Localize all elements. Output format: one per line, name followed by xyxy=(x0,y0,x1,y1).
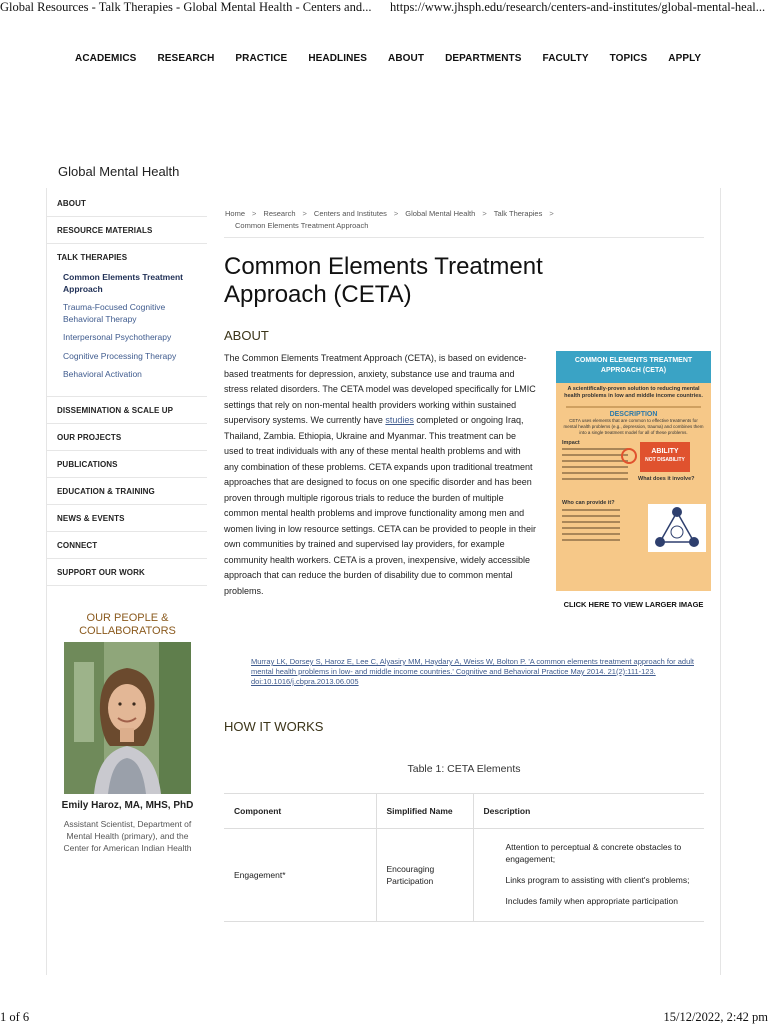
sidebar-item-about[interactable]: ABOUT xyxy=(47,190,207,217)
studies-link[interactable]: studies xyxy=(385,415,414,425)
sidebar-item-support[interactable]: SUPPORT OUR WORK xyxy=(47,559,207,586)
people-card xyxy=(55,612,200,854)
ceta-infographic[interactable] xyxy=(556,351,711,591)
nav-departments[interactable]: DEPARTMENTS xyxy=(445,53,522,64)
about-text-part2: completed or ongoing Iraq, Thailand, Zambia. Ethiopia, Ukraine and Myanmar. This treatment can be used to treat individuals with any of these mental health problems and with any combination of these problems. CETA expands upon traditional treatment approaches that are designed to focus on one specific disorder and has been proven through multiple rigorous trials to reduce the burden of multiple common mental health problems and improve functionality among men and women living in low resource settings. CETA can be provided to people in their own communities by trained and supervised lay providers, for example community health workers. CETA is a proven, inexpensive, widely accessible approach that can reduce the burden of disability due to common mental problems. xyxy=(224,415,536,596)
sidebar xyxy=(47,190,207,586)
nav-topics[interactable]: TOPICS xyxy=(609,53,648,64)
breadcrumb-home[interactable]: Home xyxy=(225,209,246,218)
print-header xyxy=(0,0,768,16)
people-heading: OUR PEOPLE & COLLABORATORS xyxy=(79,612,176,637)
breadcrumb-current: Common Elements Treatment Approach xyxy=(235,221,369,230)
table-row xyxy=(224,829,704,922)
about-text-part1: The Common Elements Treatment Approach (CETA), is based on evidence-based treatments for depression, anxiety, substance use and trauma and stress related disorders. The CETA model was developed specifically for LMIC settings that rely on non-mental health providers working within sustained supervisory systems. We currently have xyxy=(224,353,536,425)
infographic-header: COMMON ELEMENTS TREATMENT APPROACH (CETA) xyxy=(556,351,711,383)
nav-academics[interactable]: ACADEMICS xyxy=(75,53,137,64)
nav-apply[interactable]: APPLY xyxy=(668,53,702,64)
description-line: Includes family when appropriate participation xyxy=(505,896,678,906)
sidebar-submenu xyxy=(47,270,207,397)
person-title: Assistant Scientist, Department of Mental Health (primary), and the Center for American Indian Health xyxy=(63,819,192,853)
breadcrumb-separator: > xyxy=(302,209,307,218)
infographic-description-heading: DESCRIPTION xyxy=(609,411,658,418)
sidebar-item-talk-therapies[interactable]: TALK THERAPIES xyxy=(57,253,128,262)
sidebar-subitem-cpt[interactable]: Cognitive Processing Therapy xyxy=(63,350,177,361)
infographic-impact-bullets xyxy=(562,448,628,484)
infographic-what-label: What does it involve? xyxy=(638,476,695,482)
not-disability-label: NOT DISABILITY xyxy=(645,457,685,463)
print-datetime: 15/12/2022, 2:42 pm xyxy=(663,1010,768,1024)
breadcrumb-research[interactable]: Research xyxy=(263,209,296,218)
breadcrumb-separator: > xyxy=(252,209,257,218)
breadcrumb-separator: > xyxy=(482,209,487,218)
cbt-triangle-icon xyxy=(648,504,706,552)
infographic-ability-badge xyxy=(640,442,690,472)
nav-faculty[interactable]: FACULTY xyxy=(542,53,589,64)
sidebar-item-dissemination[interactable]: DISSEMINATION & SCALE UP xyxy=(47,397,207,424)
description-line: Attention to perceptual & concrete obstacles to engagement; xyxy=(505,842,682,864)
print-page-title: Global Resources - Talk Therapies - Global Mental Health - Centers and... xyxy=(0,0,372,14)
sidebar-item-news-events[interactable]: NEWS & EVENTS xyxy=(47,505,207,532)
sidebar-item-resource-materials[interactable]: RESOURCE MATERIALS xyxy=(47,217,207,244)
cell-description xyxy=(473,829,704,922)
site-title[interactable]: Global Mental Health xyxy=(58,164,180,179)
ceta-elements-table xyxy=(224,793,704,922)
breadcrumb-separator: > xyxy=(393,209,399,218)
breadcrumb-talk-therapies[interactable]: Talk Therapies xyxy=(493,209,543,218)
how-it-works-heading: HOW IT WORKS xyxy=(224,719,324,734)
breadcrumb-centers[interactable]: Centers and Institutes xyxy=(313,209,387,218)
sidebar-subitem-tf-cbt[interactable]: Trauma-Focused Cognitive Behavioral Therapy xyxy=(63,302,166,324)
table-title: Table 1: CETA Elements xyxy=(407,763,521,775)
sidebar-item-publications[interactable]: PUBLICATIONS xyxy=(47,451,207,478)
about-heading: ABOUT xyxy=(224,328,269,343)
about-text xyxy=(224,351,536,599)
sidebar-subitem-ipt[interactable]: Interpersonal Psychotherapy xyxy=(63,332,172,342)
view-larger-image-link[interactable]: CLICK HERE TO VIEW LARGER IMAGE xyxy=(563,600,704,609)
sidebar-item-education-training[interactable]: EDUCATION & TRAINING xyxy=(47,478,207,505)
infographic-provide-row xyxy=(556,500,711,560)
infographic-provide-bullets xyxy=(562,509,620,545)
infographic-description-text: CETA uses elements that are common to effective treatments for mental health problems (e.g., depression, trauma) and combines them into a single treatment model for all of these problems. xyxy=(563,418,704,435)
infographic-impact-row xyxy=(556,440,711,500)
top-navigation xyxy=(75,53,722,64)
nav-research[interactable]: RESEARCH xyxy=(157,53,215,64)
infographic-divider xyxy=(566,406,701,408)
sidebar-subitem-ceta[interactable]: Common Elements Treatment Approach xyxy=(63,272,183,294)
infographic-subheader: A scientifically-proven solution to reducing mental health problems in low and middle income countries. xyxy=(564,386,703,399)
content-border xyxy=(720,188,721,975)
person-photo[interactable] xyxy=(64,642,191,794)
table-header-row xyxy=(224,794,704,829)
column-header-description: Description xyxy=(473,794,704,829)
cell-component: Engagement* xyxy=(224,829,376,922)
cell-simplified-name: Encouraging Participation xyxy=(376,829,473,922)
print-page-url: https://www.jhsph.edu/research/centers-and-institutes/global-mental-heal... xyxy=(390,0,766,14)
breadcrumb xyxy=(225,208,705,232)
nav-headlines[interactable]: HEADLINES xyxy=(308,53,367,64)
sidebar-item-our-projects[interactable]: OUR PROJECTS xyxy=(47,424,207,451)
ability-label: ABILITY xyxy=(651,448,679,455)
infographic-provide-label: Who can provide it? xyxy=(562,500,615,506)
nav-about[interactable]: ABOUT xyxy=(388,53,425,64)
nav-practice[interactable]: PRACTICE xyxy=(235,53,288,64)
sidebar-item-connect[interactable]: CONNECT xyxy=(47,532,207,559)
person-name[interactable]: Emily Haroz, MA, MHS, PhD xyxy=(61,800,194,811)
breadcrumb-separator: > xyxy=(549,209,554,218)
breadcrumb-divider xyxy=(224,237,704,238)
arrow-circle-icon xyxy=(621,448,637,464)
print-page-number: 1 of 6 xyxy=(0,1010,30,1024)
description-line: Links program to assisting with client's problems; xyxy=(505,875,690,885)
column-header-component: Component xyxy=(224,794,376,829)
citation-link[interactable]: Murray LK, Dorsey S, Haroz E, Lee C, Alyasiry MM, Haydary A, Weiss W, Bolton P. 'A common elements treatment approach for adult mental health problems in low- and middle income countries.' Cognitive and Behavioral Practice May 2014. 21(2):111-123. doi:10.1016/j.cbpra.2013.06.005 xyxy=(251,657,694,686)
infographic-impact-label: Impact xyxy=(562,440,580,446)
page-title: Common Elements Treatment Approach (CETA) xyxy=(224,253,543,308)
print-footer xyxy=(0,1010,768,1024)
sidebar-subitem-ba[interactable]: Behavioral Activation xyxy=(63,369,142,379)
column-header-simplified-name: Simplified Name xyxy=(376,794,473,829)
breadcrumb-gmh[interactable]: Global Mental Health xyxy=(405,209,476,218)
